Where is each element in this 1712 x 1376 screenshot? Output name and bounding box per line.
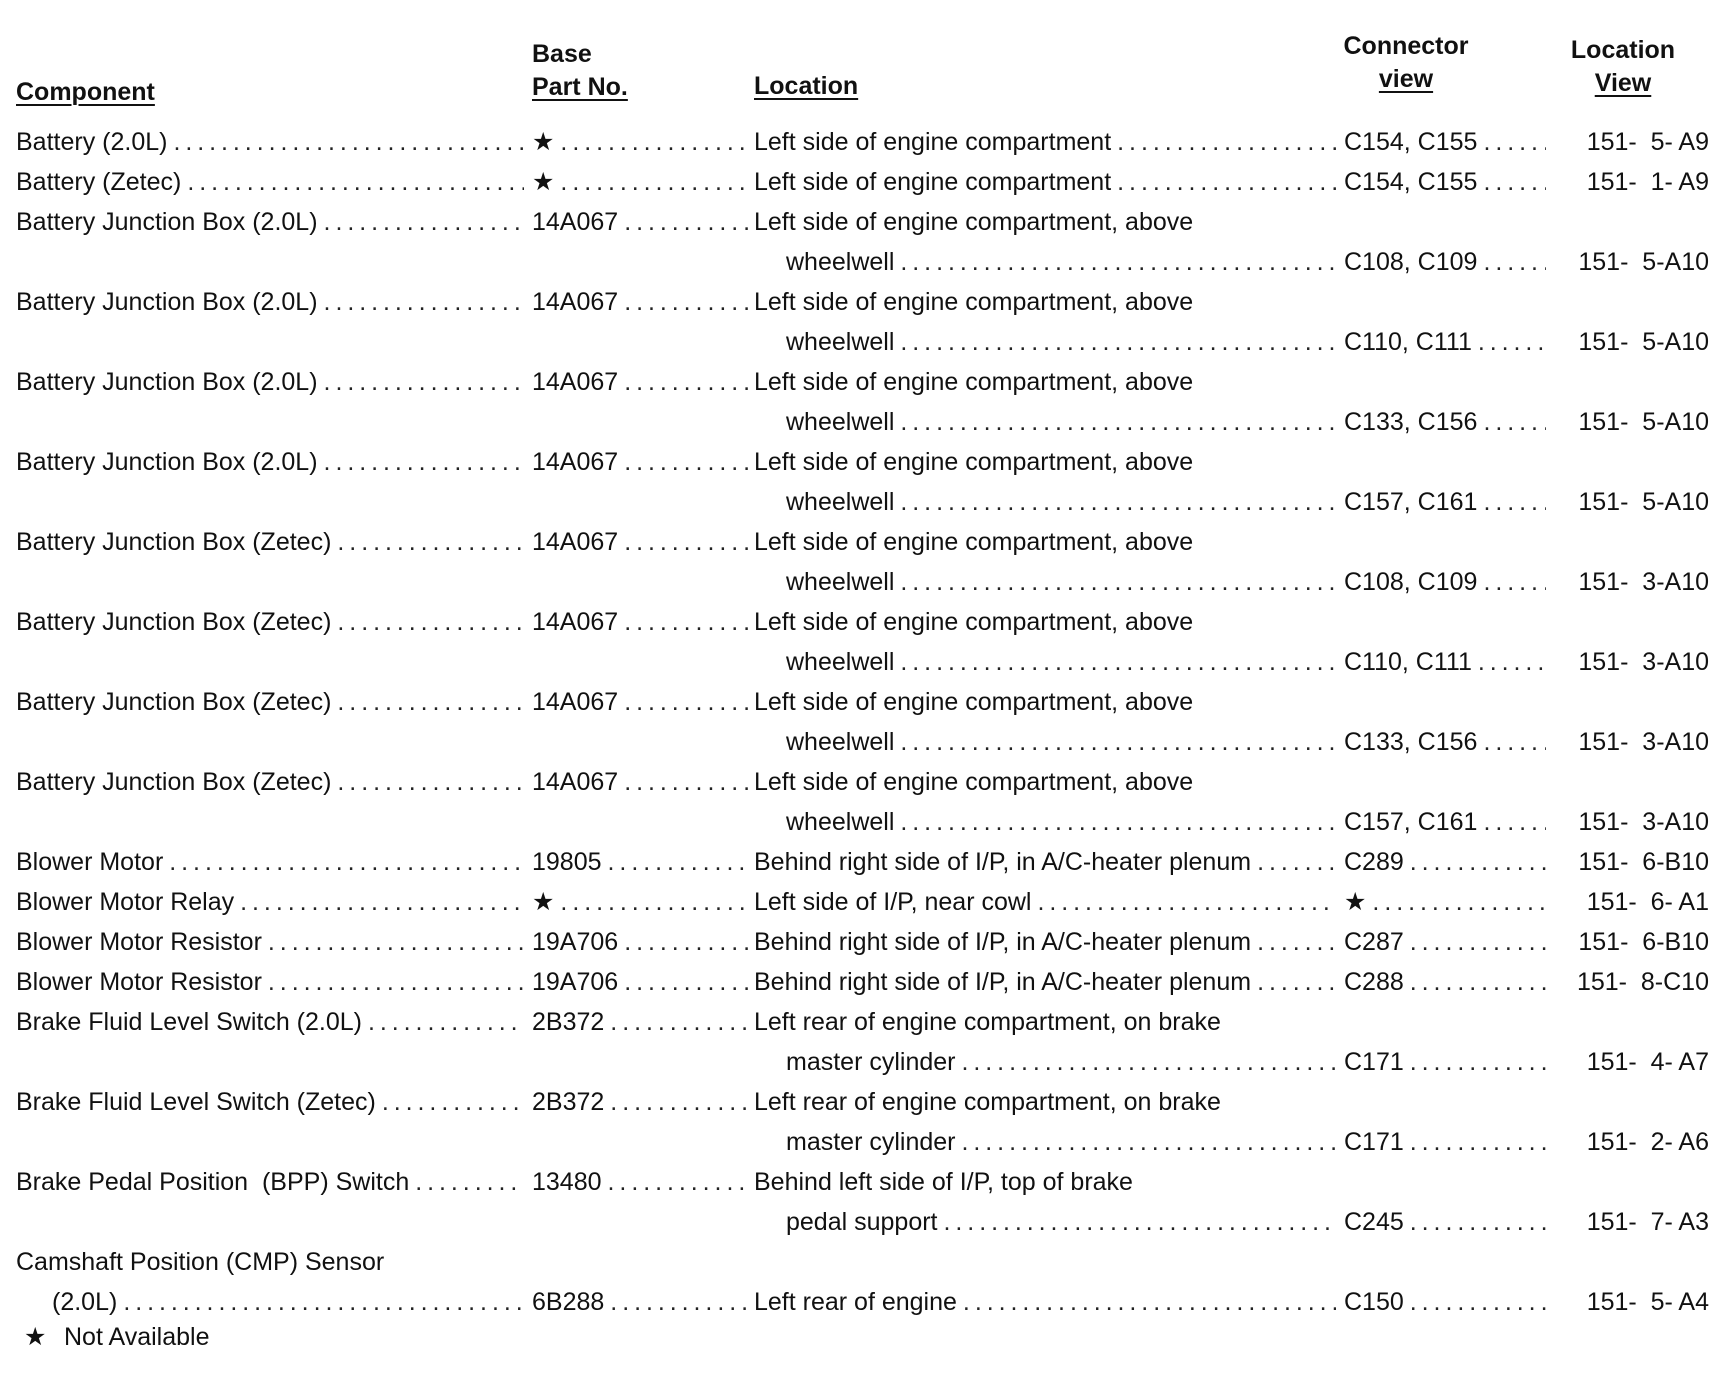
- header-location-view-line2: View: [1594, 69, 1652, 97]
- table-row: [0, 884, 1712, 920]
- table-row: [0, 1084, 1712, 1164]
- location-view: 151- 3-A10: [1578, 568, 1709, 596]
- connector-view: C288: [1344, 968, 1404, 996]
- component-name: Brake Fluid Level Switch (2.0L): [16, 1008, 362, 1036]
- part-number: 2B372: [532, 1088, 605, 1116]
- component-name: Camshaft Position (CMP) Sensor: [16, 1248, 385, 1276]
- location-text: Left rear of engine compartment, on brake: [754, 1088, 1221, 1116]
- location-continuation: pedal support: [786, 1208, 938, 1236]
- connector-view: C171: [1344, 1048, 1404, 1076]
- part-number: ★: [532, 888, 555, 916]
- location-text: Behind right side of I/P, in A/C-heater plenum: [754, 968, 1252, 996]
- location-view: 151- 5-A10: [1578, 408, 1709, 436]
- location-view: 151- 6-B10: [1578, 848, 1709, 876]
- location-continuation: master cylinder: [786, 1048, 956, 1076]
- location-text: Behind right side of I/P, in A/C-heater plenum: [754, 848, 1252, 876]
- header-location-view: [1548, 34, 1698, 100]
- connector-view: C157, C161: [1344, 808, 1478, 836]
- table-row: [0, 604, 1712, 684]
- component-name: Battery Junction Box (Zetec): [16, 688, 332, 716]
- table-row: [0, 204, 1712, 284]
- table-row: [0, 444, 1712, 524]
- connector-view: C133, C156: [1344, 728, 1478, 756]
- table-row: [0, 1244, 1712, 1324]
- footnote-text: Not Available: [64, 1323, 210, 1351]
- connector-view: C154, C155: [1344, 168, 1478, 196]
- connector-view: C108, C109: [1344, 568, 1478, 596]
- location-continuation: wheelwell: [786, 648, 895, 676]
- part-number: 14A067: [532, 768, 619, 796]
- connector-view: C289: [1344, 848, 1404, 876]
- part-number: 13480: [532, 1168, 602, 1196]
- connector-view: C157, C161: [1344, 488, 1478, 516]
- location-text: Behind left side of I/P, top of brake: [754, 1168, 1133, 1196]
- component-name: Battery Junction Box (Zetec): [16, 608, 332, 636]
- location-text: Left rear of engine: [754, 1288, 957, 1316]
- location-view: 151- 6-B10: [1578, 928, 1709, 956]
- header-connector-view: [1326, 30, 1486, 96]
- connector-view: C108, C109: [1344, 248, 1478, 276]
- location-text: Left side of engine compartment, above: [754, 768, 1194, 796]
- location-view: 151- 8-C10: [1576, 968, 1709, 996]
- table-row: [0, 964, 1712, 1000]
- table-row: [0, 164, 1712, 200]
- connector-view: C171: [1344, 1128, 1404, 1156]
- location-text: Left side of engine compartment, above: [754, 528, 1194, 556]
- location-text: Left side of engine compartment: [754, 168, 1112, 196]
- location-text: Behind right side of I/P, in A/C-heater plenum: [754, 928, 1252, 956]
- location-view: 151- 5-A10: [1578, 488, 1709, 516]
- header-location: [754, 70, 858, 103]
- connector-view: C245: [1344, 1208, 1404, 1236]
- location-text: Left side of engine compartment: [754, 128, 1112, 156]
- location-view: 151- 1- A9: [1586, 168, 1709, 196]
- location-continuation: wheelwell: [786, 728, 895, 756]
- component-name: Battery (Zetec): [16, 168, 182, 196]
- connector-view: C287: [1344, 928, 1404, 956]
- header-connector-line2: view: [1378, 65, 1434, 93]
- footnote: [24, 1320, 209, 1354]
- location-text: Left side of engine compartment, above: [754, 288, 1194, 316]
- table-row: [0, 1004, 1712, 1084]
- location-view: 151- 6- A1: [1586, 888, 1709, 916]
- connector-view: C133, C156: [1344, 408, 1478, 436]
- location-continuation: wheelwell: [786, 248, 895, 276]
- part-number: 19A706: [532, 968, 619, 996]
- location-view: 151- 5-A10: [1578, 248, 1709, 276]
- header-connector-line1: Connector: [1343, 32, 1469, 60]
- part-number: 14A067: [532, 528, 619, 556]
- component-name: Battery (2.0L): [16, 128, 168, 156]
- table-row: [0, 844, 1712, 880]
- header-component-label: Component: [16, 78, 155, 106]
- component-continuation: (2.0L): [52, 1288, 118, 1316]
- part-number: 14A067: [532, 288, 619, 316]
- part-number: 19805: [532, 848, 602, 876]
- location-continuation: master cylinder: [786, 1128, 956, 1156]
- component-name: Battery Junction Box (Zetec): [16, 528, 332, 556]
- component-name: Battery Junction Box (2.0L): [16, 288, 318, 316]
- location-view: 151- 4- A7: [1586, 1048, 1709, 1076]
- part-number: 2B372: [532, 1008, 605, 1036]
- location-text: Left side of engine compartment, above: [754, 208, 1194, 236]
- part-number: 19A706: [532, 928, 619, 956]
- location-text: Left rear of engine compartment, on brake: [754, 1008, 1221, 1036]
- location-continuation: wheelwell: [786, 328, 895, 356]
- table-row: [0, 124, 1712, 160]
- part-number: 14A067: [532, 368, 619, 396]
- location-text: Left side of engine compartment, above: [754, 368, 1194, 396]
- header-base-part: [532, 38, 628, 104]
- component-name: Battery Junction Box (2.0L): [16, 368, 318, 396]
- location-text: Left side of engine compartment, above: [754, 688, 1194, 716]
- header-component: [16, 76, 155, 109]
- table-row: [0, 1164, 1712, 1244]
- part-number: 14A067: [532, 208, 619, 236]
- part-number: ★: [532, 168, 555, 196]
- location-text: Left side of engine compartment, above: [754, 608, 1194, 636]
- part-number: 14A067: [532, 688, 619, 716]
- location-continuation: wheelwell: [786, 408, 895, 436]
- part-number: ★: [532, 128, 555, 156]
- component-name: Blower Motor: [16, 848, 164, 876]
- component-name: Blower Motor Resistor: [16, 968, 262, 996]
- connector-view: C154, C155: [1344, 128, 1478, 156]
- component-name: Battery Junction Box (Zetec): [16, 768, 332, 796]
- component-name: Brake Fluid Level Switch (Zetec): [16, 1088, 376, 1116]
- location-continuation: wheelwell: [786, 568, 895, 596]
- location-text: Left side of I/P, near cowl: [754, 888, 1032, 916]
- connector-view: ★: [1344, 888, 1367, 916]
- table-row: [0, 364, 1712, 444]
- table-row: [0, 764, 1712, 844]
- connector-view: C110, C111: [1344, 328, 1472, 356]
- location-continuation: wheelwell: [786, 808, 895, 836]
- location-view: 151- 3-A10: [1578, 728, 1709, 756]
- part-number: 14A067: [532, 448, 619, 476]
- header-base-part-line2: Part No.: [532, 73, 628, 101]
- connector-view: C150: [1344, 1288, 1404, 1316]
- location-view: 151- 3-A10: [1578, 648, 1709, 676]
- location-view: 151- 5- A4: [1586, 1288, 1709, 1316]
- component-name: Battery Junction Box (2.0L): [16, 448, 318, 476]
- location-view: 151- 5- A9: [1586, 128, 1709, 156]
- location-view: 151- 3-A10: [1578, 808, 1709, 836]
- table-row: [0, 684, 1712, 764]
- component-name: Battery Junction Box (2.0L): [16, 208, 318, 236]
- component-name: Blower Motor Relay: [16, 888, 235, 916]
- location-continuation: wheelwell: [786, 488, 895, 516]
- component-name: Brake Pedal Position (BPP) Switch: [16, 1168, 410, 1196]
- location-view: 151- 7- A3: [1586, 1208, 1709, 1236]
- component-name: Blower Motor Resistor: [16, 928, 262, 956]
- table-row: [0, 524, 1712, 604]
- header-location-label: Location: [754, 72, 859, 100]
- table-row: [0, 924, 1712, 960]
- location-text: Left side of engine compartment, above: [754, 448, 1194, 476]
- part-number: 14A067: [532, 608, 619, 636]
- connector-view: C110, C111: [1344, 648, 1472, 676]
- header-base-part-line1: Base: [532, 40, 592, 68]
- header-location-view-line1: Location: [1570, 36, 1676, 64]
- star-icon: ★: [24, 1323, 47, 1351]
- table-row: [0, 284, 1712, 364]
- location-view: 151- 5-A10: [1578, 328, 1709, 356]
- location-view: 151- 2- A6: [1586, 1128, 1709, 1156]
- part-number: 6B288: [532, 1288, 605, 1316]
